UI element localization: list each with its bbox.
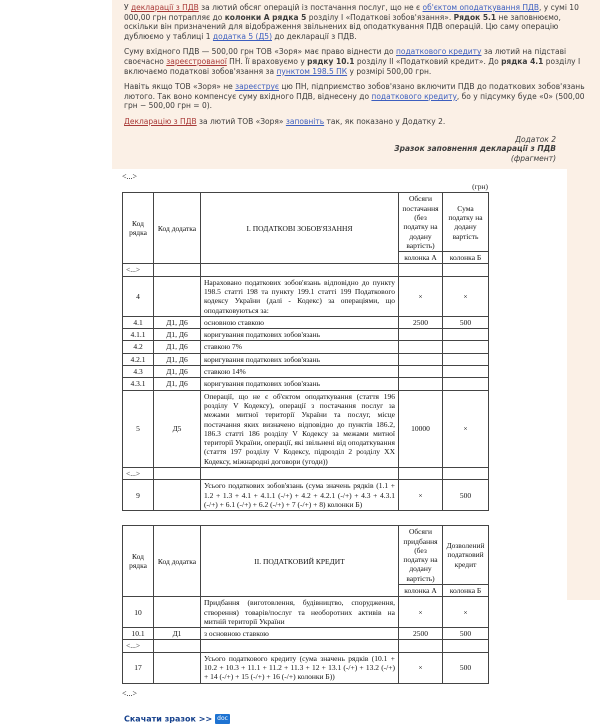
cell-b xyxy=(443,640,489,652)
subcol-b: колонка Б xyxy=(443,585,489,597)
table-row xyxy=(123,652,489,683)
cell-a: × xyxy=(399,597,443,628)
cell-b xyxy=(443,341,489,353)
cell-a: 2500 xyxy=(399,316,443,328)
cell-desc: Усього податкового кредиту (сума значень рядків (10.1 + 10.2 + 10.3 + 11.1 + 11.2 + 11.3 + 12 + 13.1 (-/+) + 13.2 (-/+) + 14 (-/+) + 15 (-/+) + 16 (-/+) колонки Б)) xyxy=(201,652,399,683)
cell-annex: Д1 xyxy=(154,628,201,640)
cell-annex: Д1, Д6 xyxy=(154,366,201,378)
cell-b xyxy=(443,329,489,341)
cell-desc: Нараховано податкових зобов'язань відповідно до пункту 198.5 статті 198 та пункту 199.1 статті 199 Податкового кодексу України (далі - Кодекс) за операціями, що оподатковуються за: xyxy=(201,276,399,316)
text: , бо у підсумку буде «0» (500,00 грн − 500,00 грн = 0). xyxy=(124,91,585,111)
cell-a xyxy=(399,366,443,378)
cell-a: × xyxy=(399,480,443,511)
cell-code: <...> xyxy=(123,468,154,480)
cell-annex xyxy=(154,597,201,628)
cell-annex xyxy=(154,276,201,316)
cell-desc: коригування податкових зобов'язань xyxy=(201,329,399,341)
table-row xyxy=(123,341,489,353)
col-header-code: Код рядка xyxy=(123,526,154,597)
cell-code: <...> xyxy=(123,264,154,276)
bold-text: рядку 10.1 xyxy=(307,56,355,66)
annex-heading xyxy=(112,133,600,170)
col-header-volume: Обсяги придбання (без податку на додану вартість) xyxy=(399,526,443,585)
bold-text: колонки А рядка 5 xyxy=(224,12,307,22)
annex-number: Додаток 2 xyxy=(515,134,556,144)
cell-desc: Усього податкових зобов'язань (сума значень рядків (1.1 + 1.2 + 1.3 + 4.1 + 4.1.1 (-/+) + 4.2 + 4.2.1 (-/+) + 4.3 + 4.3.1 (-/+) + 6.1 (-/+) + 6.2 (-/+) + 7 (-/+) + 8) колонки Б) xyxy=(201,480,399,511)
text: У xyxy=(124,3,131,12)
table-row xyxy=(123,468,489,480)
cell-desc: Придбання (виготовлення, будівництво, спорудження, створення) товарів/послуг та необоротних активів на митній території України xyxy=(201,597,399,628)
cell-a xyxy=(399,378,443,390)
text: за лютий на підставі своєчасно xyxy=(124,47,567,66)
table-row xyxy=(123,276,489,316)
bold-text: рядка 4.1 xyxy=(501,56,544,66)
subcol-b: колонка Б xyxy=(443,252,489,264)
col-header-annex: Код додатка xyxy=(154,193,201,264)
subcol-a: колонка А xyxy=(399,252,443,264)
annex-subtitle: (фрагмент) xyxy=(510,153,556,163)
text: розділу ІІ «Податковий кредит». До xyxy=(354,56,502,66)
cell-annex: Д1, Д6 xyxy=(154,316,201,328)
footer xyxy=(112,709,600,724)
cell-desc: основною ставкою xyxy=(201,316,399,328)
section-title: ІІ. ПОДАТКОВИЙ КРЕДИТ xyxy=(201,526,399,597)
table-header-row xyxy=(123,526,489,585)
tax-credit-table xyxy=(122,525,489,683)
bold-text: Рядок 5.1 xyxy=(453,12,497,22)
text: за лютий ТОВ «Зоря» xyxy=(196,116,286,126)
cell-annex xyxy=(154,652,201,683)
tax-liabilities-table xyxy=(122,192,489,511)
cell-code: <...> xyxy=(123,640,154,652)
annex-title: Зразок заповнення декларації з ПДВ xyxy=(394,144,556,154)
cell-annex xyxy=(154,264,201,276)
cell-desc: Операції, що не є об'єктом оподаткування (стаття 196 розділу V Кодексу), операції з постачання послуг за межами митної території України та послуг, місце постачання яких визначено відповідно до пунктів 186.2, 186.3 статті 186 розділу V Кодексу за межами митної території України, операції, які звільнені від оподаткування (стаття 197 розділу V Кодексу, підрозділ 2 розділу XX Кодексу, міжнародні договори (угоди)) xyxy=(201,390,399,467)
subcol-a: колонка А xyxy=(399,585,443,597)
cell-annex xyxy=(154,468,201,480)
cell-annex: Д5 xyxy=(154,390,201,467)
cell-a: × xyxy=(399,276,443,316)
cell-a xyxy=(399,329,443,341)
cell-code: 4.2 xyxy=(123,341,154,353)
cell-a: × xyxy=(399,652,443,683)
cell-code: 4.1 xyxy=(123,316,154,328)
cell-desc: ставкою 14% xyxy=(201,366,399,378)
text: так, як показано у Додатку 2. xyxy=(324,116,446,126)
cell-code: 17 xyxy=(123,652,154,683)
doc-file-badge[interactable]: doc xyxy=(217,714,228,722)
cell-code: 4.1.1 xyxy=(123,329,154,341)
text: за лютий обсяг операцій із постачання послуг, що не є xyxy=(198,3,423,12)
text: до декларації з ПДВ. xyxy=(272,31,357,41)
cell-desc: коригування податкових зобов'язань xyxy=(201,378,399,390)
text: розділу І «Податкові зобов'язання». xyxy=(306,12,454,22)
cell-annex: Д1, Д6 xyxy=(154,378,201,390)
table-row xyxy=(123,628,489,640)
cell-b xyxy=(443,366,489,378)
text: не заповнюємо, оскільки він призначений для відображення звільнених від оподаткування ПДВ операцій. Цю саму операцію дублюємо у таблиці 1 xyxy=(124,12,561,41)
cell-b xyxy=(443,378,489,390)
cell-code: 4.3 xyxy=(123,366,154,378)
table-row xyxy=(123,480,489,511)
cell-b: 500 xyxy=(443,628,489,640)
table-row xyxy=(123,353,489,365)
col-header-tax: Дозволений податковий кредит xyxy=(443,526,489,585)
section-title: І. ПОДАТКОВІ ЗОБОВ'ЯЗАННЯ xyxy=(201,193,399,264)
cell-desc xyxy=(201,264,399,276)
cell-annex xyxy=(154,640,201,652)
col-header-volume: Обсяги постачання (без податку на додану вартість) xyxy=(399,193,443,252)
article-body xyxy=(112,0,600,724)
col-header-code: Код рядка xyxy=(123,193,154,264)
cell-b: 500 xyxy=(443,316,489,328)
cell-code: 9 xyxy=(123,480,154,511)
cell-code: 4 xyxy=(123,276,154,316)
currency-note: (грн) xyxy=(472,182,488,192)
cell-a: 10000 xyxy=(399,390,443,467)
download-sample-link[interactable]: Скачати зразок >> xyxy=(124,714,213,724)
cell-code: 4.3.1 xyxy=(123,378,154,390)
cell-code: 10 xyxy=(123,597,154,628)
cell-a xyxy=(399,353,443,365)
cell-desc: з основною ставкою xyxy=(201,628,399,640)
cell-b: 500 xyxy=(443,480,489,511)
cell-desc: коригування податкових зобов'язань xyxy=(201,353,399,365)
cell-annex: Д1, Д6 xyxy=(154,341,201,353)
link-fill-in[interactable]: заповніть xyxy=(285,116,325,126)
link-tax-credit[interactable]: податкового кредиту xyxy=(396,47,482,57)
table-row xyxy=(123,390,489,467)
link-tax-credit[interactable]: податкового кредиту xyxy=(371,91,457,101)
text: ПН. Її враховуємо у xyxy=(226,56,308,66)
table-header-row xyxy=(123,193,489,252)
cell-desc: ставкою 7% xyxy=(201,341,399,353)
link-register[interactable]: зареєструє xyxy=(235,82,280,92)
text: , у сумі 10 000,00 грн потрапляє до xyxy=(124,3,579,22)
paragraph-1 xyxy=(124,3,594,41)
col-header-annex: Код додатка xyxy=(154,526,201,597)
table-row xyxy=(123,640,489,652)
declaration-sample-panel xyxy=(112,169,567,708)
text: Суму вхідного ПДВ — 500,00 грн ТОВ «Зоря» має право віднести до xyxy=(124,47,396,57)
paragraph-4 xyxy=(124,117,594,127)
text: Навіть якщо ТОВ «Зоря» не xyxy=(124,82,236,92)
cell-a xyxy=(399,264,443,276)
intro-text xyxy=(112,0,600,127)
ellipsis-marker: <...> xyxy=(122,172,138,182)
cell-code: 4.2.1 xyxy=(123,353,154,365)
cell-b xyxy=(443,264,489,276)
cell-code: 5 xyxy=(123,390,154,467)
cell-a xyxy=(399,640,443,652)
link-annex-5[interactable]: додатка 5 (Д5) xyxy=(212,31,272,41)
table-row xyxy=(123,378,489,390)
text: у розмірі 500,00 грн. xyxy=(347,66,432,76)
text: цю ПН, підприємство зобов'язано включити ПДВ до податкових зобов'язань лютого. Так воно компенсує суму вхідного ПДВ, віднесену до xyxy=(124,82,585,101)
table-row xyxy=(123,264,489,276)
ellipsis-marker: <...> xyxy=(122,688,138,698)
link-vat-declaration[interactable]: декларації з ПДВ xyxy=(130,3,199,12)
cell-desc xyxy=(201,640,399,652)
link-vat-object[interactable]: об'єктом оподаткування ПДВ xyxy=(422,3,540,12)
cell-annex: Д1, Д6 xyxy=(154,353,201,365)
table-row xyxy=(123,597,489,628)
cell-b: × xyxy=(443,390,489,467)
link-registered[interactable]: зареєстрованої xyxy=(166,56,227,66)
cell-desc xyxy=(201,468,399,480)
cell-a: 2500 xyxy=(399,628,443,640)
cell-b xyxy=(443,353,489,365)
cell-b xyxy=(443,468,489,480)
table-row xyxy=(123,316,489,328)
cell-annex: Д1, Д6 xyxy=(154,329,201,341)
cell-b: × xyxy=(443,597,489,628)
col-header-tax: Сума податку на додану вартість xyxy=(443,193,489,252)
link-vat-declaration[interactable]: Декларацію з ПДВ xyxy=(124,116,197,126)
text: розділу І включаємо податкові зобов'язання за xyxy=(124,56,581,76)
cell-annex xyxy=(154,480,201,511)
cell-a xyxy=(399,468,443,480)
paragraph-3 xyxy=(124,82,594,111)
table-row xyxy=(123,366,489,378)
link-clause-198-5[interactable]: пунктом 198.5 ПК xyxy=(276,66,348,76)
cell-b: × xyxy=(443,276,489,316)
paragraph-2 xyxy=(124,47,594,76)
table-row xyxy=(123,329,489,341)
cell-a xyxy=(399,341,443,353)
cell-code: 10.1 xyxy=(123,628,154,640)
cell-b: 500 xyxy=(443,652,489,683)
